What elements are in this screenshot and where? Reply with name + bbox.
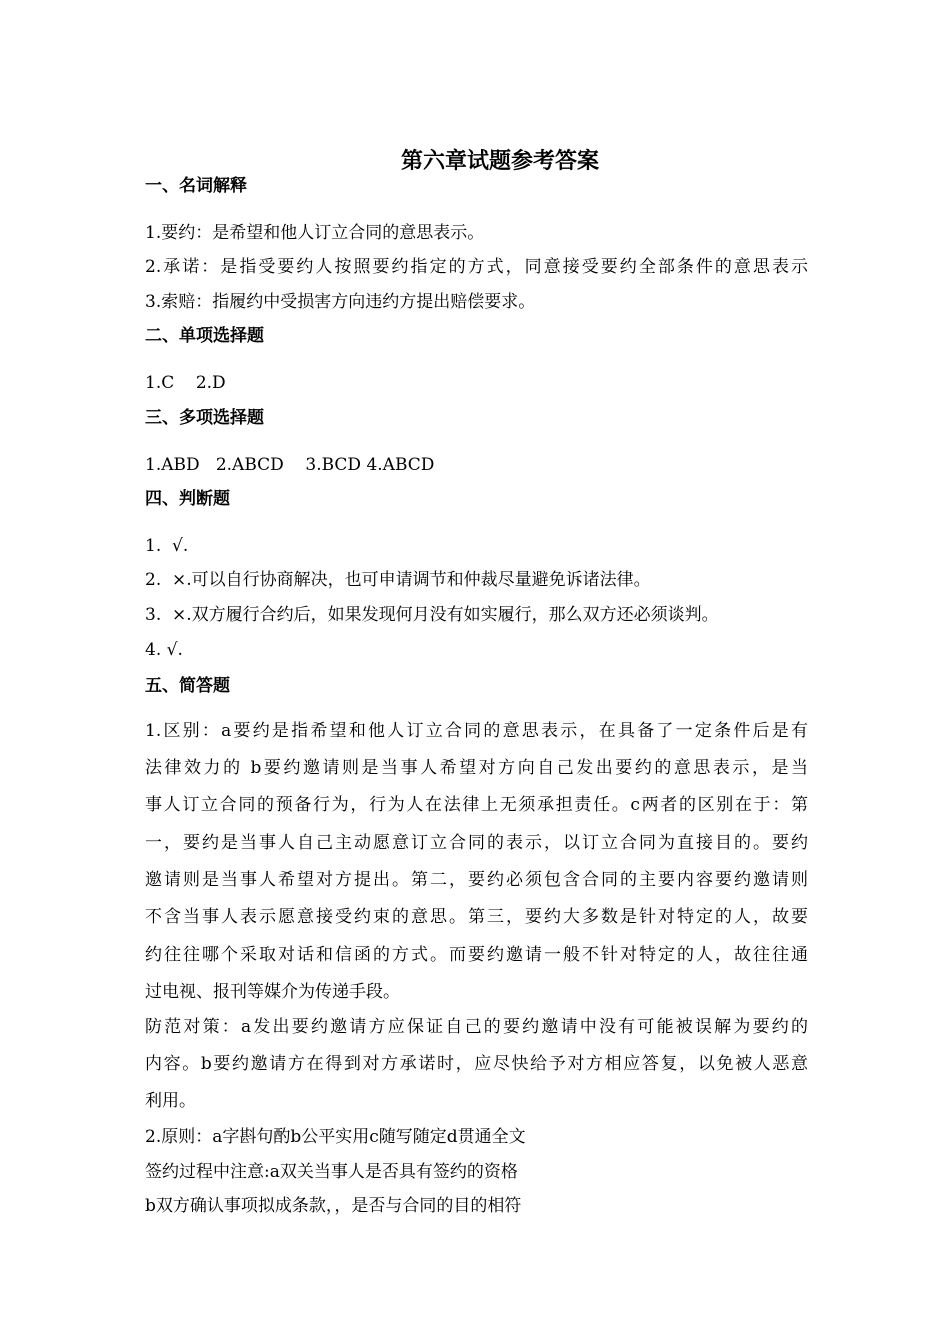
paragraph-line: 2.原则：a字斟句酌b公平实用c随写随定d贯通全文 (145, 1127, 526, 1147)
paragraph-line: 内容。b要约邀请方在得到对方承诺时，应尽快给予对方相应答复，以免被人恶意 (145, 1054, 808, 1074)
paragraph-line: 1.区别：a要约是指希望和他人订立合同的意思表示，在具备了一定条件后是有 (145, 721, 808, 741)
section-heading: 四、判断题 (145, 489, 230, 509)
list-item: 1.要约：是希望和他人订立合同的意思表示。 (145, 223, 485, 243)
paragraph-line: 不含当事人表示愿意接受约束的意思。第三，要约大多数是针对特定的人，故要 (145, 907, 808, 927)
paragraph-line: 利用。 (145, 1091, 196, 1111)
paragraph-line: b双方确认事项拟成条款，，是否与合同的目的相符 (145, 1196, 522, 1216)
paragraph-line: 过电视、报刊等媒介为传递手段。 (145, 982, 400, 1002)
section-heading: 一、名词解释 (145, 176, 247, 196)
paragraph-line: 一，要约是当事人自己主动愿意订立合同的表示，以订立合同为直接目的。要约 (145, 833, 808, 853)
list-item: 1. √. (145, 536, 189, 556)
section-heading: 三、多项选择题 (145, 408, 264, 428)
paragraph-line: 邀请则是当事人希望对方提出。第二，要约必须包含合同的主要内容要约邀请则 (145, 870, 808, 890)
section-heading: 五、简答题 (145, 676, 230, 696)
section-heading: 二、单项选择题 (145, 326, 264, 346)
paragraph-line: 法律效力的 b要约邀请则是当事人希望对方向自己发出要约的意思表示，是当 (145, 758, 808, 778)
list-item: 3. ×.双方履行合约后，如果发现何月没有如实履行，那么双方还必须谈判。 (145, 605, 719, 625)
paragraph-line: 签约过程中注意:a双关当事人是否具有签约的资格 (145, 1162, 518, 1182)
paragraph-line: 事人订立合同的预备行为，行为人在法律上无须承担责任。c两者的区别在于：第 (145, 795, 808, 815)
page-title: 第六章试题参考答案 (400, 149, 599, 174)
list-item: 3.索赔：指履约中受损害方向违约方提出赔偿要求。 (145, 292, 536, 312)
list-item: 2.承诺：是指受要约人按照要约指定的方式，同意接受要约全部条件的意思表示 (145, 257, 808, 277)
list-item: 4. √. (145, 640, 183, 660)
paragraph-line: 约往往哪个采取对话和信函的方式。而要约邀请一般不针对特定的人，故往往通 (145, 945, 808, 965)
paragraph-line: 防范对策：a发出要约邀请方应保证自己的要约邀请中没有可能被误解为要约的 (145, 1017, 808, 1037)
answers: 1.C 2.D (145, 373, 226, 393)
answers: 1.ABD 2.ABCD 3.BCD 4.ABCD (145, 455, 435, 475)
list-item: 2. ×.可以自行协商解决，也可申请调节和仲裁尽量避免诉诸法律。 (145, 570, 651, 590)
